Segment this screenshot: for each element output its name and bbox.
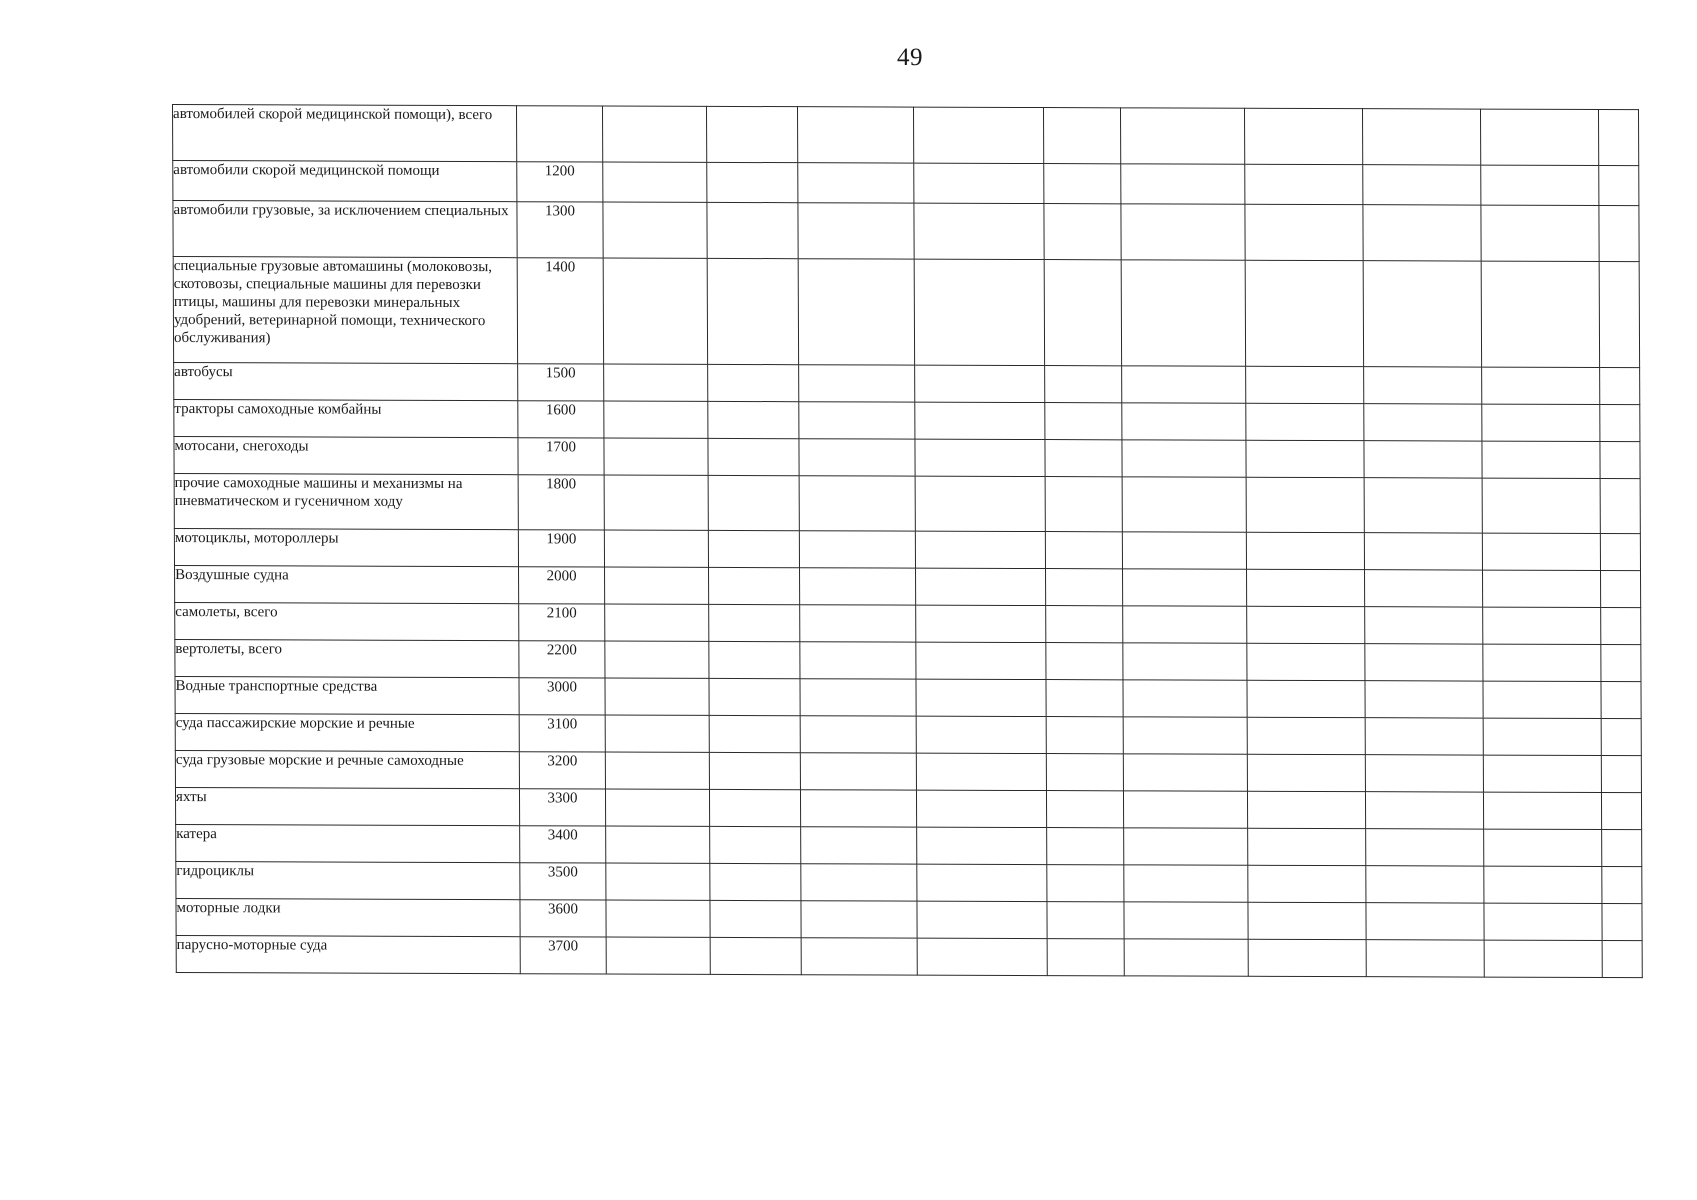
blank-cell xyxy=(1248,828,1366,865)
blank-cell xyxy=(1123,754,1247,791)
blank-cell xyxy=(1599,205,1639,261)
blank-cell xyxy=(1121,164,1245,204)
row-code-cell: 3600 xyxy=(520,900,606,937)
blank-cell xyxy=(1602,941,1642,978)
blank-cell xyxy=(1481,165,1599,205)
blank-cell xyxy=(1480,109,1598,165)
blank-cell xyxy=(799,476,915,531)
blank-cell xyxy=(706,106,797,162)
row-code-cell: 1300 xyxy=(517,202,603,258)
blank-cell xyxy=(1481,205,1599,261)
blank-cell xyxy=(602,106,706,162)
blank-cell xyxy=(1045,532,1122,569)
row-code-cell: 3400 xyxy=(520,826,606,863)
blank-cell xyxy=(1244,108,1362,164)
blank-cell xyxy=(800,753,916,790)
blank-cell xyxy=(798,203,914,259)
blank-cell xyxy=(605,567,709,604)
row-code-cell: 1800 xyxy=(518,475,604,530)
blank-cell xyxy=(914,259,1044,365)
blank-cell xyxy=(606,826,710,863)
blank-cell xyxy=(1124,902,1248,939)
blank-cell xyxy=(708,364,799,401)
table-row xyxy=(176,825,1642,867)
blank-cell xyxy=(710,937,801,974)
table-body xyxy=(173,105,1643,978)
row-name-cell: катера xyxy=(176,825,520,863)
blank-cell xyxy=(1124,939,1248,976)
row-code-cell: 1600 xyxy=(518,401,604,438)
table-row xyxy=(174,363,1640,405)
blank-cell xyxy=(1045,477,1122,532)
blank-cell xyxy=(710,863,801,900)
blank-cell xyxy=(1601,681,1641,718)
blank-cell xyxy=(605,678,709,715)
row-name-cell: вертолеты, всего xyxy=(175,640,519,678)
row-code-cell: 1200 xyxy=(517,162,603,202)
page-number: 49 xyxy=(897,44,923,71)
blank-cell xyxy=(707,202,798,258)
table-row xyxy=(176,862,1642,904)
row-code-cell: 3200 xyxy=(519,752,605,789)
blank-cell xyxy=(1046,680,1123,717)
blank-cell xyxy=(1246,440,1364,477)
row-code-cell: 3700 xyxy=(520,937,606,974)
blank-cell xyxy=(1245,164,1363,204)
table-row xyxy=(175,751,1641,793)
table-row xyxy=(173,201,1639,262)
blank-cell xyxy=(604,530,708,567)
blank-cell xyxy=(1483,607,1601,644)
blank-cell xyxy=(1601,570,1641,607)
blank-cell xyxy=(604,364,708,401)
blank-cell xyxy=(603,202,707,258)
blank-cell xyxy=(709,678,800,715)
blank-cell xyxy=(1123,717,1247,754)
blank-cell xyxy=(1599,165,1639,205)
blank-cell xyxy=(1047,902,1124,939)
blank-cell xyxy=(708,401,799,438)
blank-cell xyxy=(1046,569,1123,606)
row-code-cell: 1500 xyxy=(518,364,604,401)
blank-cell xyxy=(1483,681,1601,718)
blank-cell xyxy=(1122,440,1246,477)
blank-cell xyxy=(916,568,1046,605)
blank-cell xyxy=(800,679,916,716)
blank-cell xyxy=(1602,903,1642,940)
blank-cell xyxy=(1600,404,1640,441)
blank-cell xyxy=(710,900,801,937)
blank-cell xyxy=(1366,940,1484,977)
blank-cell xyxy=(1363,261,1481,367)
form-table xyxy=(172,104,1643,978)
blank-cell xyxy=(1601,644,1641,681)
row-name-cell: мотоциклы, мотороллеры xyxy=(174,529,518,567)
blank-cell xyxy=(1482,533,1600,570)
blank-cell xyxy=(799,365,915,402)
blank-cell xyxy=(1600,478,1640,533)
blank-cell xyxy=(1046,717,1123,754)
blank-cell xyxy=(1483,570,1601,607)
blank-cell xyxy=(1247,791,1365,828)
row-name-cell: мотосани, снегоходы xyxy=(174,437,518,475)
row-name-cell: тракторы самоходные комбайны xyxy=(174,400,518,438)
blank-cell xyxy=(1365,718,1483,755)
blank-cell xyxy=(1600,367,1640,404)
blank-cell xyxy=(1364,441,1482,478)
blank-cell xyxy=(1247,569,1365,606)
blank-cell xyxy=(1484,940,1602,977)
blank-cell xyxy=(1600,533,1640,570)
blank-cell xyxy=(1045,403,1122,440)
table-row xyxy=(175,714,1641,756)
table-row xyxy=(174,437,1640,479)
blank-cell xyxy=(1601,792,1641,829)
blank-cell xyxy=(1364,404,1482,441)
blank-cell xyxy=(913,107,1043,163)
blank-cell xyxy=(916,716,1046,753)
blank-cell xyxy=(1123,680,1247,717)
blank-cell xyxy=(917,827,1047,864)
table-row xyxy=(175,677,1641,719)
blank-cell xyxy=(708,530,799,567)
blank-cell xyxy=(1484,866,1602,903)
row-code-cell: 3500 xyxy=(520,863,606,900)
blank-cell xyxy=(1482,367,1600,404)
blank-cell xyxy=(915,365,1045,402)
blank-cell xyxy=(914,203,1044,259)
row-name-cell: прочие самоходные машины и механизмы на пневматическом и гусеничном ходу xyxy=(174,474,518,530)
blank-cell xyxy=(709,789,800,826)
blank-cell xyxy=(801,864,917,901)
blank-cell xyxy=(1364,533,1482,570)
blank-cell xyxy=(797,107,913,163)
row-name-cell: моторные лодки xyxy=(176,899,520,937)
blank-cell xyxy=(800,605,916,642)
row-name-cell: автомобили скорой медицинской помощи xyxy=(173,161,517,202)
blank-cell xyxy=(915,402,1045,439)
blank-cell xyxy=(1601,607,1641,644)
blank-cell xyxy=(1047,939,1124,976)
blank-cell xyxy=(798,259,914,365)
blank-cell xyxy=(606,937,710,974)
blank-cell xyxy=(800,790,916,827)
blank-cell xyxy=(915,439,1045,476)
blank-cell xyxy=(800,716,916,753)
blank-cell xyxy=(1599,261,1639,367)
blank-cell xyxy=(801,827,917,864)
blank-cell xyxy=(710,826,801,863)
blank-cell xyxy=(1483,792,1601,829)
blank-cell xyxy=(1246,532,1364,569)
blank-cell xyxy=(1246,366,1364,403)
table-row xyxy=(174,529,1640,571)
blank-cell xyxy=(1366,866,1484,903)
row-code-cell: 3300 xyxy=(519,789,605,826)
blank-cell xyxy=(1046,606,1123,643)
blank-cell xyxy=(1047,865,1124,902)
blank-cell xyxy=(1247,643,1365,680)
blank-cell xyxy=(709,752,800,789)
row-name-cell: суда пассажирские морские и речные xyxy=(175,714,519,752)
blank-cell xyxy=(1363,205,1481,261)
blank-cell xyxy=(1248,865,1366,902)
blank-cell xyxy=(1046,791,1123,828)
blank-cell xyxy=(605,715,709,752)
blank-cell xyxy=(604,475,708,530)
blank-cell xyxy=(1043,108,1120,164)
blank-cell xyxy=(1123,606,1247,643)
table-row xyxy=(175,603,1641,645)
blank-cell xyxy=(1365,570,1483,607)
blank-cell xyxy=(1123,791,1247,828)
blank-cell xyxy=(1122,366,1246,403)
table-row xyxy=(175,640,1641,682)
table-row xyxy=(175,566,1641,608)
row-code-cell xyxy=(516,106,602,162)
blank-cell xyxy=(1362,109,1480,165)
blank-cell xyxy=(1044,164,1121,204)
blank-cell xyxy=(605,604,709,641)
blank-cell xyxy=(801,901,917,938)
blank-cell xyxy=(917,901,1047,938)
row-name-cell: специальные грузовые автомашины (молоковозы, скотовозы, специальные машины для перевозки птицы, машины для перевозки минеральных удобрений, ветеринарной помощи, технического обслуживания) xyxy=(173,257,517,364)
blank-cell xyxy=(915,531,1045,568)
blank-cell xyxy=(1483,755,1601,792)
blank-cell xyxy=(916,753,1046,790)
blank-cell xyxy=(1044,260,1121,366)
row-code-cell: 1700 xyxy=(518,438,604,475)
row-code-cell: 1400 xyxy=(517,258,603,364)
blank-cell xyxy=(1602,829,1642,866)
table-row xyxy=(173,257,1639,368)
table-row xyxy=(174,400,1640,442)
blank-cell xyxy=(1364,367,1482,404)
row-code-cell: 3100 xyxy=(519,715,605,752)
blank-cell xyxy=(1602,866,1642,903)
blank-cell xyxy=(1484,829,1602,866)
blank-cell xyxy=(707,162,798,202)
blank-cell xyxy=(709,567,800,604)
blank-cell xyxy=(1482,441,1600,478)
row-code-cell: 1900 xyxy=(518,530,604,567)
blank-cell xyxy=(1044,204,1121,260)
blank-cell xyxy=(1123,643,1247,680)
blank-cell xyxy=(801,938,917,975)
blank-cell xyxy=(1600,441,1640,478)
blank-cell xyxy=(1124,828,1248,865)
blank-cell xyxy=(1046,643,1123,680)
row-name-cell: парусно-моторные суда xyxy=(176,936,520,974)
blank-cell xyxy=(603,162,707,202)
row-code-cell: 2100 xyxy=(519,604,605,641)
row-name-cell: самолеты, всего xyxy=(175,603,519,641)
blank-cell xyxy=(1124,865,1248,902)
form-table-container xyxy=(172,104,1642,978)
table-row xyxy=(176,936,1642,978)
blank-cell xyxy=(603,258,707,364)
blank-cell xyxy=(917,938,1047,975)
table-row xyxy=(176,899,1642,941)
blank-cell xyxy=(1366,829,1484,866)
blank-cell xyxy=(605,641,709,678)
blank-cell xyxy=(605,752,709,789)
row-code-cell: 2000 xyxy=(519,567,605,604)
table-row xyxy=(174,474,1640,534)
row-name-cell: Водные транспортные средства xyxy=(175,677,519,715)
row-name-cell: гидроциклы xyxy=(176,862,520,900)
row-code-cell: 2200 xyxy=(519,641,605,678)
table-row xyxy=(173,161,1639,206)
blank-cell xyxy=(1045,440,1122,477)
blank-cell xyxy=(1601,718,1641,755)
blank-cell xyxy=(915,476,1045,531)
blank-cell xyxy=(1601,755,1641,792)
blank-cell xyxy=(1482,478,1600,533)
blank-cell xyxy=(1247,754,1365,791)
table-row xyxy=(175,788,1641,830)
blank-cell xyxy=(708,475,799,530)
blank-cell xyxy=(1121,260,1245,366)
row-code-cell: 3000 xyxy=(519,678,605,715)
blank-cell xyxy=(1363,165,1481,205)
blank-cell xyxy=(1365,681,1483,718)
blank-cell xyxy=(1366,903,1484,940)
blank-cell xyxy=(1121,204,1245,260)
blank-cell xyxy=(1046,754,1123,791)
row-name-cell: Воздушные судна xyxy=(175,566,519,604)
blank-cell xyxy=(1365,792,1483,829)
blank-cell xyxy=(1246,403,1364,440)
row-name-cell: автомобилей скорой медицинской помощи), всего xyxy=(173,105,517,162)
blank-cell xyxy=(916,679,1046,716)
blank-cell xyxy=(1483,644,1601,681)
row-name-cell: суда грузовые морские и речные самоходные xyxy=(175,751,519,789)
blank-cell xyxy=(1122,532,1246,569)
blank-cell xyxy=(606,900,710,937)
blank-cell xyxy=(1481,261,1599,367)
blank-cell xyxy=(799,439,915,476)
blank-cell xyxy=(1246,477,1364,532)
blank-cell xyxy=(709,641,800,678)
row-name-cell: автобусы xyxy=(174,363,518,401)
blank-cell xyxy=(1482,404,1600,441)
blank-cell xyxy=(1245,260,1363,366)
blank-cell xyxy=(1247,717,1365,754)
blank-cell xyxy=(798,163,914,203)
blank-cell xyxy=(1365,644,1483,681)
blank-cell xyxy=(1123,569,1247,606)
blank-cell xyxy=(916,605,1046,642)
blank-cell xyxy=(709,604,800,641)
blank-cell xyxy=(1122,403,1246,440)
blank-cell xyxy=(916,790,1046,827)
blank-cell xyxy=(916,642,1046,679)
blank-cell xyxy=(800,642,916,679)
blank-cell xyxy=(1047,828,1124,865)
blank-cell xyxy=(1247,680,1365,717)
blank-cell xyxy=(1248,939,1366,976)
blank-cell xyxy=(1598,109,1638,165)
blank-cell xyxy=(606,863,710,900)
blank-cell xyxy=(604,401,708,438)
blank-cell xyxy=(1245,204,1363,260)
blank-cell xyxy=(1365,755,1483,792)
blank-cell xyxy=(800,568,916,605)
blank-cell xyxy=(914,163,1044,203)
blank-cell xyxy=(1483,718,1601,755)
blank-cell xyxy=(1045,366,1122,403)
blank-cell xyxy=(708,438,799,475)
blank-cell xyxy=(799,531,915,568)
blank-cell xyxy=(1120,108,1244,164)
blank-cell xyxy=(1364,478,1482,533)
blank-cell xyxy=(1122,477,1246,532)
blank-cell xyxy=(1248,902,1366,939)
blank-cell xyxy=(709,715,800,752)
blank-cell xyxy=(799,402,915,439)
blank-cell xyxy=(1484,903,1602,940)
blank-cell xyxy=(1365,607,1483,644)
table-row xyxy=(173,105,1639,166)
blank-cell xyxy=(605,789,709,826)
row-name-cell: автомобили грузовые, за исключением специальных xyxy=(173,201,517,258)
row-name-cell: яхты xyxy=(175,788,519,826)
blank-cell xyxy=(917,864,1047,901)
blank-cell xyxy=(604,438,708,475)
blank-cell xyxy=(707,258,798,364)
blank-cell xyxy=(1247,606,1365,643)
